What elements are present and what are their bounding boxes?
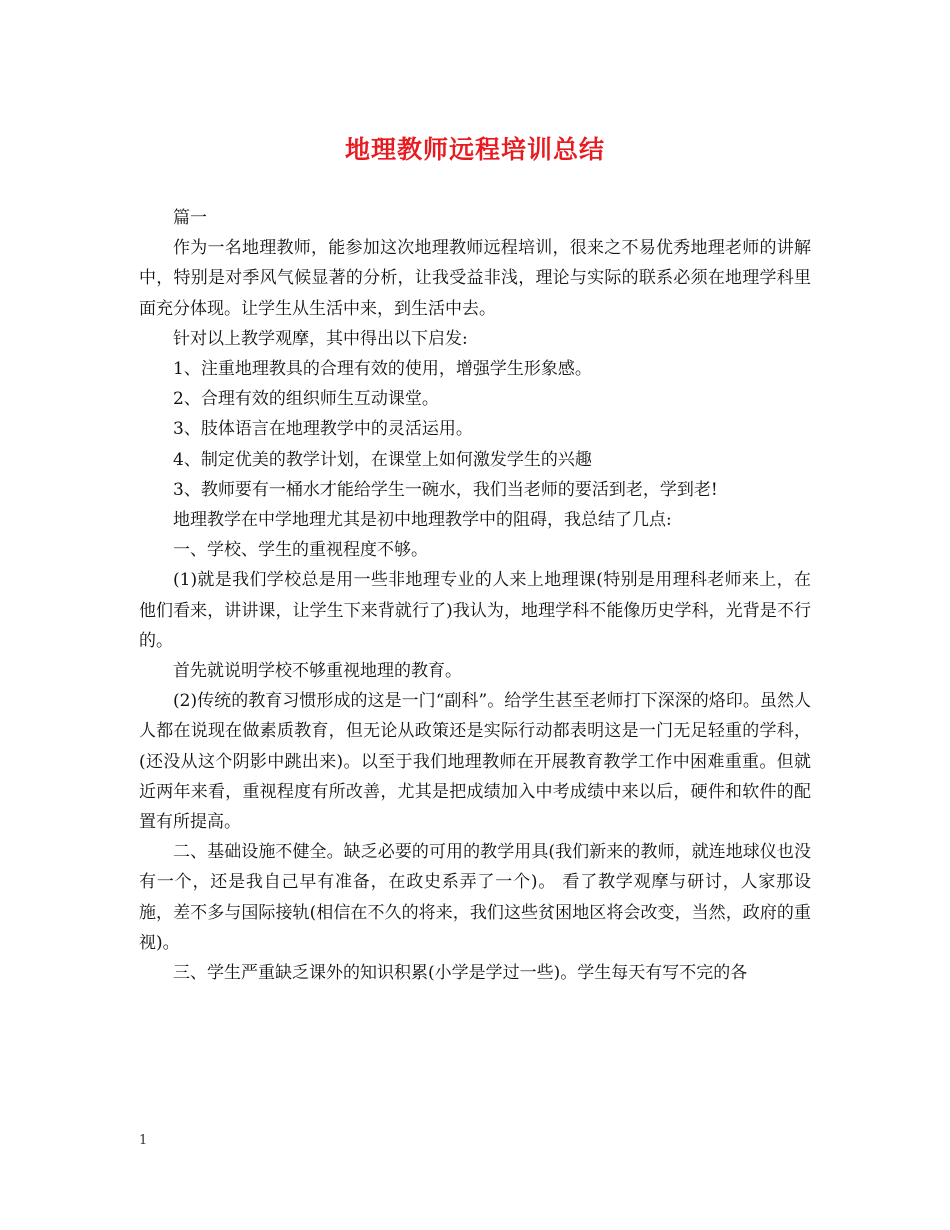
list-item: 3、肢体语言在地理教学中的灵活运用。 — [173, 419, 473, 440]
list-item: 2、合理有效的组织师生互动课堂。 — [173, 389, 439, 410]
section-point: 一、学校、学生的重视程度不够。 — [173, 540, 428, 561]
section-point: 三、学生严重缺乏课外的知识积累(小学是学过一些)。学生每天有写不完的各 — [173, 963, 748, 984]
list-item: 3、教师要有一桶水才能给学生一碗水，我们当老师的要活到老，学到老! — [173, 479, 718, 500]
paragraph: 针对以上教学观摩，其中得出以下启发: — [173, 328, 468, 349]
paragraph: (2)传统的教育习惯形成的这是一门“副科”。给学生甚至老师打下深深的烙印。虽然人人都在说现在做素质教育，但无论从政策还是实际行动都表明这是一门无足轻重的学科，(还没从这个阴影中跳出来)。以至于我们地理教师在开展教育教学工作中困难重重。但就近两年来看，重视程度有所改善，尤其是把成绩加入中考成绩中来以后，硬件和软件的配置有所提高。 — [139, 691, 811, 833]
list-item: 1、注重地理教具的合理有效的使用，增强学生形象感。 — [173, 359, 592, 380]
list-item: 4、制定优美的教学计划，在课堂上如何激发学生的兴趣 — [173, 449, 592, 470]
paragraph: (1)就是我们学校总是用一些非地理专业的人来上地理课(特别是用理科老师来上，在他们看来，讲讲课，让学生下来背就行了)我认为，地理学科不能像历史学科，光背是不行的。 — [139, 570, 811, 651]
document-body — [139, 203, 811, 988]
document-title: 地理教师远程培训总结 — [344, 135, 605, 164]
paragraph: 首先就说明学校不够重视地理的教育。 — [173, 661, 462, 682]
page-number: 1 — [139, 1133, 148, 1148]
section-heading: 篇一 — [173, 208, 207, 228]
paragraph: 地理教学在中学地理尤其是初中地理教学中的阻碍，我总结了几点: — [173, 510, 672, 531]
paragraph: 作为一名地理教师，能参加这次地理教师远程培训，很来之不易优秀地理老师的讲解中，特别是对季风气候显著的分析，让我受益非浅，理论与实际的联系必须在地理学科里面充分体现。让学生从生活中来，到生活中去。 — [139, 238, 811, 319]
section-point: 二、基础设施不健全。缺乏必要的可用的教学用具(我们新来的教师，就连地球仪也没有一个，还是我自己早有准备，在政史系弄了一个)。 看了教学观摩与研讨，人家那设施，差不多与国际接轨(相信在不久的将来，我们这些贫困地区将会改变，当然，政府的重视)。 — [139, 842, 811, 953]
